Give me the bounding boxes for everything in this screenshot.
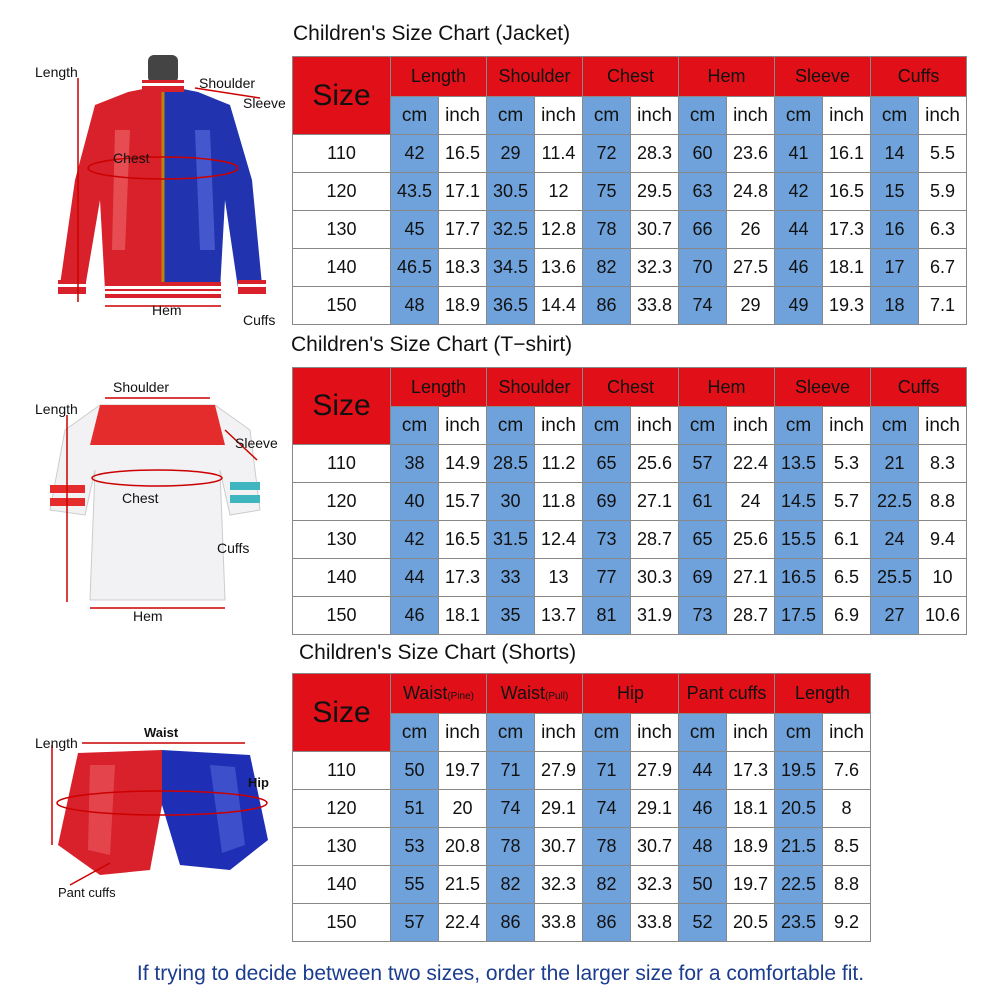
unit-cm: cm	[679, 407, 727, 445]
unit-cm: cm	[775, 407, 823, 445]
value-cell: 41	[775, 135, 823, 173]
size-cell: 150	[293, 287, 391, 325]
value-cell: 33	[487, 559, 535, 597]
value-cell: 50	[391, 752, 439, 790]
value-cell: 25.5	[871, 559, 919, 597]
value-cell: 40	[391, 483, 439, 521]
value-cell: 31.5	[487, 521, 535, 559]
value-cell: 46.5	[391, 249, 439, 287]
column-header	[583, 674, 679, 714]
column-header	[391, 674, 487, 714]
unit-cm: cm	[391, 97, 439, 135]
value-cell: 86	[583, 904, 631, 942]
value-cell: 46	[679, 790, 727, 828]
value-cell: 38	[391, 445, 439, 483]
unit-inch: inch	[631, 97, 679, 135]
value-cell: 9.2	[823, 904, 871, 942]
table-row	[293, 483, 967, 521]
size-header: Size	[293, 368, 391, 445]
value-cell: 32.5	[487, 211, 535, 249]
value-cell: 45	[391, 211, 439, 249]
value-cell: 6.5	[823, 559, 871, 597]
value-cell: 27.5	[727, 249, 775, 287]
value-cell: 21	[871, 445, 919, 483]
value-cell: 13.7	[535, 597, 583, 635]
value-cell: 13.5	[775, 445, 823, 483]
value-cell: 74	[487, 790, 535, 828]
column-header: Hem	[679, 57, 775, 97]
value-cell: 22.5	[775, 866, 823, 904]
size-cell: 150	[293, 597, 391, 635]
unit-cm: cm	[679, 97, 727, 135]
value-cell: 30.7	[631, 211, 679, 249]
value-cell: 44	[679, 752, 727, 790]
value-cell: 32.3	[535, 866, 583, 904]
value-cell: 74	[679, 287, 727, 325]
unit-cm: cm	[487, 714, 535, 752]
table-row	[293, 521, 967, 559]
value-cell: 60	[679, 135, 727, 173]
value-cell: 32.3	[631, 249, 679, 287]
value-cell: 14.4	[535, 287, 583, 325]
value-cell: 72	[583, 135, 631, 173]
column-header: Chest	[583, 57, 679, 97]
column-header: Cuffs	[871, 368, 967, 407]
value-cell: 35	[487, 597, 535, 635]
table-row	[293, 752, 871, 790]
unit-inch: inch	[535, 714, 583, 752]
value-cell: 5.3	[823, 445, 871, 483]
jacket-label-length: Length	[35, 64, 78, 80]
value-cell: 27.9	[631, 752, 679, 790]
value-cell: 28.5	[487, 445, 535, 483]
unit-inch: inch	[631, 714, 679, 752]
value-cell: 78	[583, 211, 631, 249]
value-cell: 53	[391, 828, 439, 866]
column-header	[775, 674, 871, 714]
jacket-chart-title: Children's Size Chart (Jacket)	[293, 22, 571, 45]
value-cell: 15	[871, 173, 919, 211]
value-cell: 6.7	[919, 249, 967, 287]
value-cell: 34.5	[487, 249, 535, 287]
value-cell: 33.8	[631, 287, 679, 325]
value-cell: 8	[823, 790, 871, 828]
table-row	[293, 597, 967, 635]
value-cell: 20.5	[775, 790, 823, 828]
shorts-label-length: Length	[35, 735, 78, 751]
value-cell: 10	[919, 559, 967, 597]
value-cell: 55	[391, 866, 439, 904]
value-cell: 82	[583, 866, 631, 904]
value-cell: 7.1	[919, 287, 967, 325]
size-cell: 140	[293, 559, 391, 597]
unit-cm: cm	[679, 714, 727, 752]
value-cell: 17.3	[727, 752, 775, 790]
size-cell: 120	[293, 790, 391, 828]
value-cell: 48	[679, 828, 727, 866]
shorts-label-hip: Hip	[248, 775, 269, 790]
column-header: Shoulder	[487, 57, 583, 97]
value-cell: 52	[679, 904, 727, 942]
value-cell: 21.5	[775, 828, 823, 866]
size-header: Size	[293, 57, 391, 135]
value-cell: 57	[679, 445, 727, 483]
value-cell: 30.5	[487, 173, 535, 211]
column-header-main: Length	[794, 683, 851, 703]
shorts-size-table	[292, 673, 871, 942]
unit-cm: cm	[583, 714, 631, 752]
value-cell: 44	[775, 211, 823, 249]
size-cell: 120	[293, 483, 391, 521]
shorts-label-pant-cuffs: Pant cuffs	[58, 885, 116, 900]
value-cell: 32.3	[631, 866, 679, 904]
column-header: Sleeve	[775, 368, 871, 407]
table-row	[293, 790, 871, 828]
value-cell: 26	[727, 211, 775, 249]
value-cell: 6.1	[823, 521, 871, 559]
value-cell: 29.1	[631, 790, 679, 828]
tshirt-label-chest: Chest	[122, 490, 159, 506]
value-cell: 18.1	[439, 597, 487, 635]
value-cell: 27	[871, 597, 919, 635]
column-header-main: Pant cuffs	[686, 683, 767, 703]
value-cell: 61	[679, 483, 727, 521]
value-cell: 31.9	[631, 597, 679, 635]
value-cell: 6.9	[823, 597, 871, 635]
unit-inch: inch	[823, 407, 871, 445]
unit-cm: cm	[391, 407, 439, 445]
value-cell: 43.5	[391, 173, 439, 211]
unit-inch: inch	[439, 407, 487, 445]
value-cell: 57	[391, 904, 439, 942]
value-cell: 12	[535, 173, 583, 211]
value-cell: 10.6	[919, 597, 967, 635]
column-header-sub: (Pull)	[545, 691, 569, 702]
value-cell: 48	[391, 287, 439, 325]
column-header: Shoulder	[487, 368, 583, 407]
table-row	[293, 173, 967, 211]
unit-inch: inch	[439, 714, 487, 752]
unit-inch: inch	[823, 97, 871, 135]
shorts-illustration	[40, 735, 285, 900]
value-cell: 5.7	[823, 483, 871, 521]
column-header-main: Waist	[500, 683, 545, 703]
tshirt-label-hem: Hem	[133, 608, 163, 624]
value-cell: 78	[583, 828, 631, 866]
value-cell: 23.5	[775, 904, 823, 942]
table-row	[293, 135, 967, 173]
column-header: Sleeve	[775, 57, 871, 97]
value-cell: 15.7	[439, 483, 487, 521]
tshirt-label-sleeve: Sleeve	[235, 435, 278, 451]
value-cell: 24	[727, 483, 775, 521]
table-row	[293, 904, 871, 942]
column-header	[679, 674, 775, 714]
value-cell: 5.5	[919, 135, 967, 173]
size-cell: 140	[293, 249, 391, 287]
value-cell: 73	[679, 597, 727, 635]
value-cell: 11.2	[535, 445, 583, 483]
value-cell: 12.4	[535, 521, 583, 559]
column-header-main: Waist	[402, 683, 448, 703]
value-cell: 25.6	[631, 445, 679, 483]
value-cell: 16.5	[775, 559, 823, 597]
value-cell: 28.7	[727, 597, 775, 635]
value-cell: 30.7	[631, 828, 679, 866]
size-cell: 130	[293, 521, 391, 559]
value-cell: 15.5	[775, 521, 823, 559]
unit-cm: cm	[871, 407, 919, 445]
tshirt-size-table	[292, 367, 967, 635]
value-cell: 77	[583, 559, 631, 597]
unit-cm: cm	[391, 714, 439, 752]
value-cell: 33.8	[535, 904, 583, 942]
unit-cm: cm	[487, 407, 535, 445]
value-cell: 18.1	[727, 790, 775, 828]
unit-inch: inch	[823, 714, 871, 752]
value-cell: 69	[583, 483, 631, 521]
value-cell: 11.4	[535, 135, 583, 173]
column-header: Cuffs	[871, 57, 967, 97]
value-cell: 65	[679, 521, 727, 559]
shorts-label-waist: Waist	[144, 725, 179, 740]
value-cell: 19.5	[775, 752, 823, 790]
value-cell: 27.1	[727, 559, 775, 597]
value-cell: 71	[583, 752, 631, 790]
column-header: Length	[391, 57, 487, 97]
value-cell: 20	[439, 790, 487, 828]
size-cell: 110	[293, 752, 391, 790]
value-cell: 42	[775, 173, 823, 211]
jacket-label-cuffs: Cuffs	[243, 312, 276, 328]
value-cell: 27.1	[631, 483, 679, 521]
value-cell: 23.6	[727, 135, 775, 173]
value-cell: 63	[679, 173, 727, 211]
tshirt-illustration	[35, 390, 290, 620]
value-cell: 8.5	[823, 828, 871, 866]
value-cell: 17.1	[439, 173, 487, 211]
jacket-size-table	[292, 56, 967, 325]
unit-inch: inch	[535, 407, 583, 445]
value-cell: 17.7	[439, 211, 487, 249]
unit-cm: cm	[583, 407, 631, 445]
value-cell: 18.3	[439, 249, 487, 287]
value-cell: 71	[487, 752, 535, 790]
value-cell: 16.5	[439, 521, 487, 559]
value-cell: 29	[487, 135, 535, 173]
value-cell: 11.8	[535, 483, 583, 521]
value-cell: 70	[679, 249, 727, 287]
value-cell: 13	[535, 559, 583, 597]
unit-cm: cm	[775, 97, 823, 135]
value-cell: 18.9	[727, 828, 775, 866]
jacket-label-chest: Chest	[113, 150, 150, 166]
value-cell: 46	[391, 597, 439, 635]
size-cell: 140	[293, 866, 391, 904]
table-row	[293, 249, 967, 287]
value-cell: 28.3	[631, 135, 679, 173]
size-cell: 110	[293, 135, 391, 173]
value-cell: 19.7	[439, 752, 487, 790]
value-cell: 30	[487, 483, 535, 521]
value-cell: 86	[487, 904, 535, 942]
size-cell: 120	[293, 173, 391, 211]
unit-inch: inch	[727, 97, 775, 135]
footer-note: If trying to decide between two sizes, order the larger size for a comfortable fit.	[136, 962, 865, 985]
table-row	[293, 866, 871, 904]
unit-inch: inch	[727, 714, 775, 752]
value-cell: 82	[583, 249, 631, 287]
unit-inch: inch	[439, 97, 487, 135]
value-cell: 42	[391, 135, 439, 173]
column-header: Hem	[679, 368, 775, 407]
unit-cm: cm	[583, 97, 631, 135]
table-row	[293, 828, 871, 866]
value-cell: 42	[391, 521, 439, 559]
value-cell: 66	[679, 211, 727, 249]
value-cell: 36.5	[487, 287, 535, 325]
unit-inch: inch	[919, 97, 967, 135]
unit-inch: inch	[631, 407, 679, 445]
value-cell: 21.5	[439, 866, 487, 904]
column-header-sub: (Pine)	[447, 691, 475, 702]
value-cell: 20.8	[439, 828, 487, 866]
value-cell: 29.5	[631, 173, 679, 211]
value-cell: 17.5	[775, 597, 823, 635]
column-header	[487, 674, 583, 714]
size-header: Size	[293, 674, 391, 752]
value-cell: 22.4	[439, 904, 487, 942]
value-cell: 20.5	[727, 904, 775, 942]
size-cell: 110	[293, 445, 391, 483]
value-cell: 19.3	[823, 287, 871, 325]
tshirt-chart-title: Children's Size Chart (T−shirt)	[291, 333, 573, 356]
table-row	[293, 559, 967, 597]
value-cell: 16	[871, 211, 919, 249]
value-cell: 8.8	[823, 866, 871, 904]
value-cell: 86	[583, 287, 631, 325]
jacket-label-hem: Hem	[152, 302, 182, 318]
value-cell: 5.9	[919, 173, 967, 211]
value-cell: 12.8	[535, 211, 583, 249]
value-cell: 73	[583, 521, 631, 559]
unit-cm: cm	[871, 97, 919, 135]
value-cell: 33.8	[631, 904, 679, 942]
value-cell: 78	[487, 828, 535, 866]
value-cell: 29	[727, 287, 775, 325]
unit-inch: inch	[919, 407, 967, 445]
value-cell: 14	[871, 135, 919, 173]
value-cell: 18.9	[439, 287, 487, 325]
value-cell: 75	[583, 173, 631, 211]
value-cell: 29.1	[535, 790, 583, 828]
value-cell: 17.3	[823, 211, 871, 249]
value-cell: 19.7	[727, 866, 775, 904]
value-cell: 30.3	[631, 559, 679, 597]
value-cell: 16.1	[823, 135, 871, 173]
value-cell: 13.6	[535, 249, 583, 287]
column-header: Chest	[583, 368, 679, 407]
value-cell: 18.1	[823, 249, 871, 287]
unit-cm: cm	[487, 97, 535, 135]
value-cell: 44	[391, 559, 439, 597]
value-cell: 28.7	[631, 521, 679, 559]
table-row	[293, 287, 967, 325]
value-cell: 30.7	[535, 828, 583, 866]
value-cell: 6.3	[919, 211, 967, 249]
value-cell: 14.5	[775, 483, 823, 521]
value-cell: 46	[775, 249, 823, 287]
tshirt-label-cuffs: Cuffs	[217, 540, 250, 556]
value-cell: 27.9	[535, 752, 583, 790]
value-cell: 65	[583, 445, 631, 483]
value-cell: 16.5	[823, 173, 871, 211]
value-cell: 18	[871, 287, 919, 325]
jacket-label-sleeve: Sleeve	[243, 95, 286, 111]
value-cell: 24.8	[727, 173, 775, 211]
value-cell: 74	[583, 790, 631, 828]
unit-inch: inch	[535, 97, 583, 135]
value-cell: 8.8	[919, 483, 967, 521]
jacket-label-shoulder: Shoulder	[199, 75, 256, 91]
value-cell: 25.6	[727, 521, 775, 559]
value-cell: 51	[391, 790, 439, 828]
column-header-main: Hip	[617, 683, 645, 703]
value-cell: 8.3	[919, 445, 967, 483]
value-cell: 69	[679, 559, 727, 597]
size-cell: 130	[293, 211, 391, 249]
value-cell: 17	[871, 249, 919, 287]
value-cell: 17.3	[439, 559, 487, 597]
jacket-illustration	[30, 50, 295, 335]
value-cell: 9.4	[919, 521, 967, 559]
value-cell: 16.5	[439, 135, 487, 173]
table-row	[293, 445, 967, 483]
value-cell: 50	[679, 866, 727, 904]
value-cell: 22.5	[871, 483, 919, 521]
value-cell: 49	[775, 287, 823, 325]
table-row	[293, 211, 967, 249]
column-header: Length	[391, 368, 487, 407]
tshirt-label-length: Length	[35, 401, 78, 417]
value-cell: 81	[583, 597, 631, 635]
value-cell: 14.9	[439, 445, 487, 483]
value-cell: 24	[871, 521, 919, 559]
unit-inch: inch	[727, 407, 775, 445]
value-cell: 22.4	[727, 445, 775, 483]
shorts-chart-title: Children's Size Chart (Shorts)	[299, 641, 577, 664]
size-cell: 130	[293, 828, 391, 866]
value-cell: 7.6	[823, 752, 871, 790]
unit-cm: cm	[775, 714, 823, 752]
size-cell: 150	[293, 904, 391, 942]
tshirt-label-shoulder: Shoulder	[113, 379, 170, 395]
value-cell: 82	[487, 866, 535, 904]
